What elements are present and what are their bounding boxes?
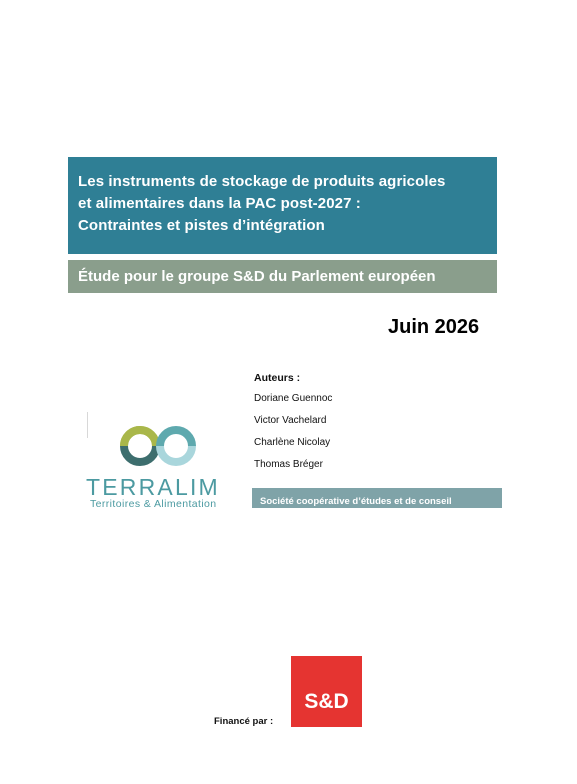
report-title-line-2: et alimentaires dans la PAC post-2027 :	[78, 195, 361, 212]
author-name: Doriane Guennoc	[254, 393, 333, 404]
authors-block	[254, 371, 332, 480]
terralim-logo-tagline: Territoires & Alimentation	[90, 498, 217, 510]
terralim-logo-icon	[118, 424, 198, 468]
report-subtitle: Étude pour le groupe S&D du Parlement européen	[78, 268, 436, 285]
sd-logo	[291, 656, 362, 727]
coop-label: Société coopérative d’études et de conseil	[260, 496, 452, 507]
report-title-line-3: Contraintes et pistes d’intégration	[78, 217, 325, 234]
publication-date: Juin 2026	[388, 316, 480, 338]
sd-logo-text: S&D	[304, 690, 349, 713]
terralim-logo-name: TERRALIM	[86, 474, 220, 500]
logo-divider	[87, 412, 88, 438]
report-title-line-1: Les instruments de stockage de produits agricoles	[78, 173, 446, 190]
authors-heading: Auteurs :	[254, 372, 301, 384]
funded-by-label: Financé par :	[214, 716, 274, 727]
report-title-box	[68, 157, 497, 254]
coop-label-box	[252, 488, 502, 508]
author-name: Charlène Nicolay	[254, 437, 331, 448]
author-name: Victor Vachelard	[254, 415, 327, 426]
author-name: Thomas Bréger	[254, 459, 323, 470]
report-subtitle-box	[68, 260, 497, 293]
